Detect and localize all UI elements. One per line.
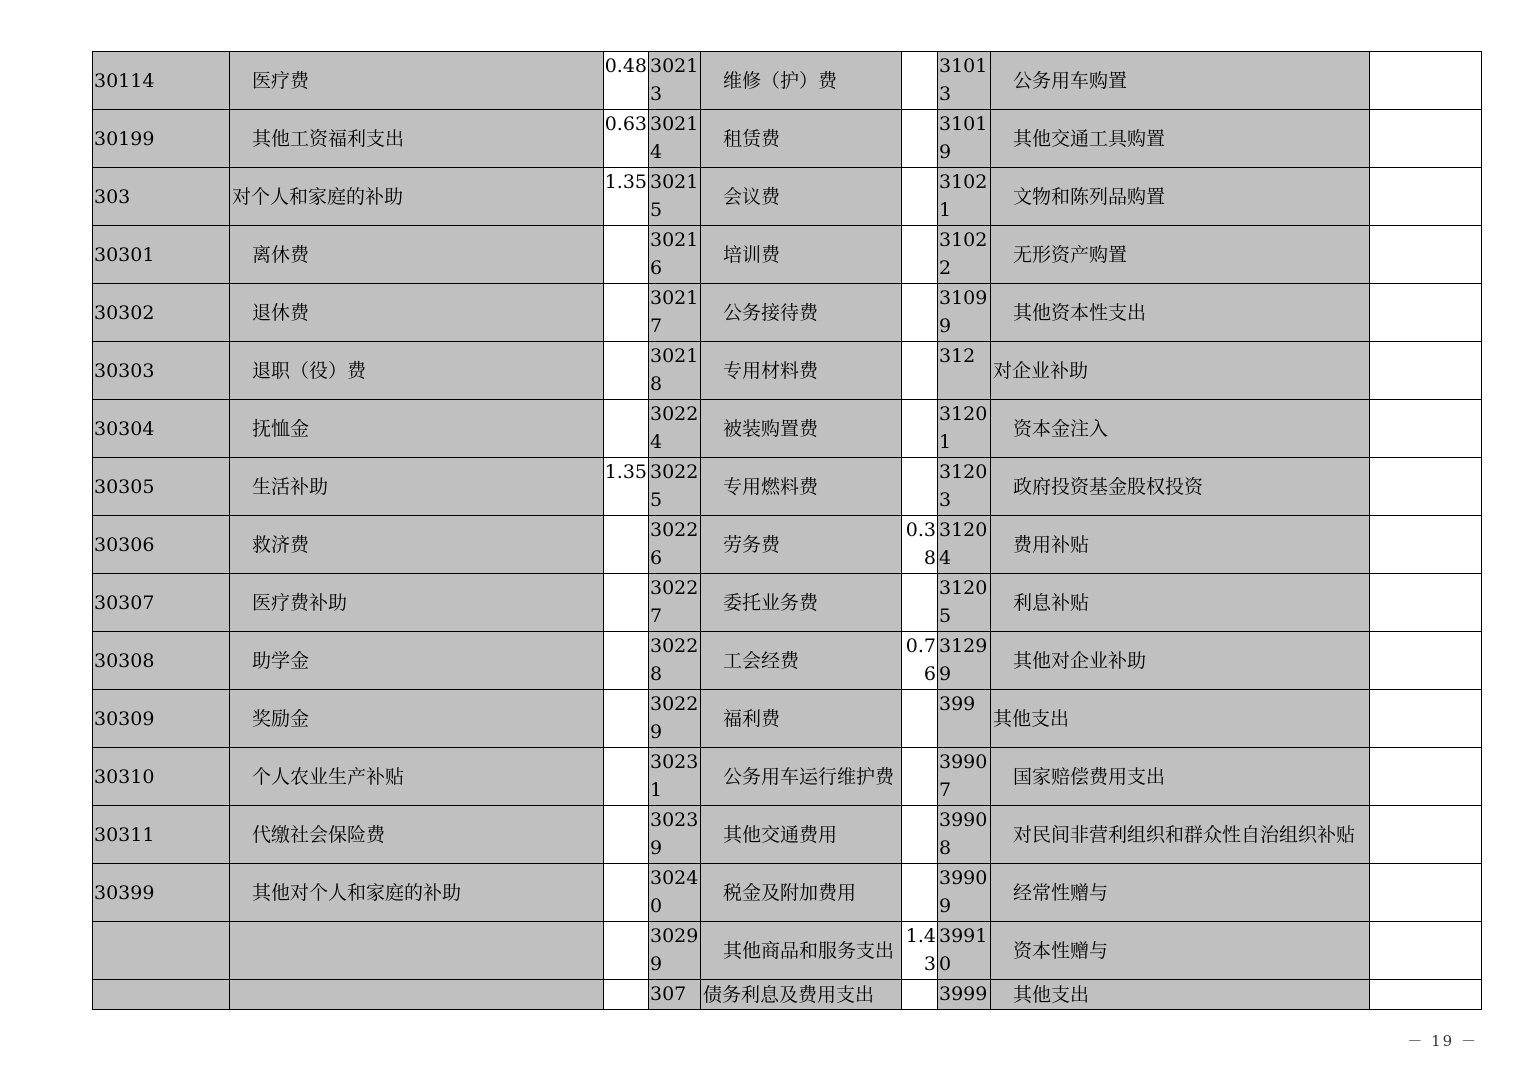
table-row: [93, 110, 1482, 168]
code-col3: 31203: [938, 458, 991, 516]
code-col1: 30311: [93, 806, 230, 864]
code-col1: 30306: [93, 516, 230, 574]
name-col1: 生活补助: [230, 458, 604, 516]
table-row: [93, 226, 1482, 284]
amount-col1: [604, 574, 649, 632]
table-row: [93, 980, 1482, 1010]
name-col3: 国家赔偿费用支出: [991, 748, 1370, 806]
name-col2: 债务利息及费用支出: [701, 980, 902, 1010]
code-col2: 30239: [649, 806, 701, 864]
code-col1: 30308: [93, 632, 230, 690]
table-row: [93, 168, 1482, 226]
name-col3: 资本金注入: [991, 400, 1370, 458]
name-col3: 对企业补助: [991, 342, 1370, 400]
code-col1: 30309: [93, 690, 230, 748]
amount-col3: [1370, 748, 1482, 806]
name-col3: 无形资产购置: [991, 226, 1370, 284]
code-col2: 30217: [649, 284, 701, 342]
code-col3: 31201: [938, 400, 991, 458]
code-col2: 30213: [649, 52, 701, 110]
code-col2: 30226: [649, 516, 701, 574]
amount-col1: 1.35: [604, 458, 649, 516]
name-col1: 救济费: [230, 516, 604, 574]
name-col1: [230, 922, 604, 980]
code-col3: 39910: [938, 922, 991, 980]
code-col3: 3999: [938, 980, 991, 1010]
name-col2: 专用材料费: [701, 342, 902, 400]
amount-col2: 1.43: [902, 922, 938, 980]
amount-col2: 0.76: [902, 632, 938, 690]
amount-col2: [902, 342, 938, 400]
table-row: [93, 52, 1482, 110]
amount-col1: [604, 400, 649, 458]
amount-col2: [902, 110, 938, 168]
name-col1: 抚恤金: [230, 400, 604, 458]
amount-col1: [604, 922, 649, 980]
amount-col1: [604, 864, 649, 922]
name-col1: 退休费: [230, 284, 604, 342]
name-col2: 劳务费: [701, 516, 902, 574]
amount-col1: 0.48: [604, 52, 649, 110]
code-col1: 30114: [93, 52, 230, 110]
name-col1: 奖励金: [230, 690, 604, 748]
name-col2: 租赁费: [701, 110, 902, 168]
name-col2: 税金及附加费用: [701, 864, 902, 922]
code-col3: 39909: [938, 864, 991, 922]
table-row: [93, 342, 1482, 400]
amount-col3: [1370, 980, 1482, 1010]
amount-col3: [1370, 864, 1482, 922]
amount-col1: 1.35: [604, 168, 649, 226]
amount-col2: [902, 748, 938, 806]
amount-col1: [604, 226, 649, 284]
table-row: [93, 922, 1482, 980]
amount-col3: [1370, 516, 1482, 574]
amount-col1: [604, 980, 649, 1010]
amount-col3: [1370, 806, 1482, 864]
code-col1: [93, 980, 230, 1010]
name-col2: 其他交通费用: [701, 806, 902, 864]
amount-col3: [1370, 284, 1482, 342]
code-col3: 39907: [938, 748, 991, 806]
name-col3: 费用补贴: [991, 516, 1370, 574]
code-col2: 30299: [649, 922, 701, 980]
name-col2: 会议费: [701, 168, 902, 226]
amount-col2: [902, 226, 938, 284]
code-col2: 30240: [649, 864, 701, 922]
code-col2: 30215: [649, 168, 701, 226]
name-col3: 利息补贴: [991, 574, 1370, 632]
table-row: [93, 284, 1482, 342]
amount-col2: [902, 168, 938, 226]
amount-col3: [1370, 922, 1482, 980]
name-col3: 其他资本性支出: [991, 284, 1370, 342]
name-col2: 其他商品和服务支出: [701, 922, 902, 980]
code-col2: 30224: [649, 400, 701, 458]
amount-col1: [604, 632, 649, 690]
name-col1: 其他工资福利支出: [230, 110, 604, 168]
amount-col3: [1370, 632, 1482, 690]
name-col2: 工会经费: [701, 632, 902, 690]
table-row: [93, 806, 1482, 864]
code-col2: 30231: [649, 748, 701, 806]
name-col2: 专用燃料费: [701, 458, 902, 516]
table-row: [93, 574, 1482, 632]
code-col1: 30305: [93, 458, 230, 516]
code-col3: 31013: [938, 52, 991, 110]
name-col3: 文物和陈列品购置: [991, 168, 1370, 226]
amount-col2: [902, 574, 938, 632]
name-col1: 代缴社会保险费: [230, 806, 604, 864]
amount-col2: [902, 690, 938, 748]
amount-col3: [1370, 52, 1482, 110]
code-col2: 30229: [649, 690, 701, 748]
amount-col2: [902, 980, 938, 1010]
amount-col2: [902, 458, 938, 516]
table-row: [93, 516, 1482, 574]
name-col3: 资本性赠与: [991, 922, 1370, 980]
name-col3: 公务用车购置: [991, 52, 1370, 110]
amount-col1: [604, 342, 649, 400]
name-col2: 培训费: [701, 226, 902, 284]
code-col1: 30307: [93, 574, 230, 632]
name-col3: 经常性赠与: [991, 864, 1370, 922]
code-col2: 30228: [649, 632, 701, 690]
name-col2: 福利费: [701, 690, 902, 748]
name-col2: 公务接待费: [701, 284, 902, 342]
amount-col3: [1370, 226, 1482, 284]
amount-col1: [604, 284, 649, 342]
code-col3: 31022: [938, 226, 991, 284]
amount-col3: [1370, 342, 1482, 400]
code-col1: 303: [93, 168, 230, 226]
code-col1: 30301: [93, 226, 230, 284]
code-col2: 307: [649, 980, 701, 1010]
code-col1: 30310: [93, 748, 230, 806]
code-col3: 312: [938, 342, 991, 400]
code-col3: 31204: [938, 516, 991, 574]
code-col2: 30216: [649, 226, 701, 284]
amount-col3: [1370, 168, 1482, 226]
amount-col3: [1370, 690, 1482, 748]
code-col3: 31099: [938, 284, 991, 342]
table-row: [93, 864, 1482, 922]
name-col2: 公务用车运行维护费: [701, 748, 902, 806]
code-col2: 30218: [649, 342, 701, 400]
code-col3: 399: [938, 690, 991, 748]
amount-col1: [604, 690, 649, 748]
code-col2: 30227: [649, 574, 701, 632]
page-number: － 19 －: [1407, 1032, 1478, 1050]
code-col3: 39908: [938, 806, 991, 864]
name-col2: 被装购置费: [701, 400, 902, 458]
amount-col3: [1370, 400, 1482, 458]
name-col3: 其他交通工具购置: [991, 110, 1370, 168]
amount-col2: [902, 400, 938, 458]
code-col3: 31021: [938, 168, 991, 226]
name-col3: 其他对企业补助: [991, 632, 1370, 690]
name-col1: 对个人和家庭的补助: [230, 168, 604, 226]
amount-col3: [1370, 110, 1482, 168]
name-col2: 维修（护）费: [701, 52, 902, 110]
code-col1: 30199: [93, 110, 230, 168]
amount-col3: [1370, 574, 1482, 632]
name-col3: 其他支出: [991, 980, 1370, 1010]
code-col1: 30302: [93, 284, 230, 342]
budget-table: [92, 51, 1482, 1010]
name-col1: 个人农业生产补贴: [230, 748, 604, 806]
amount-col2: 0.38: [902, 516, 938, 574]
table-row: [93, 748, 1482, 806]
amount-col1: 0.63: [604, 110, 649, 168]
table-row: [93, 690, 1482, 748]
code-col3: 31205: [938, 574, 991, 632]
name-col1: 医疗费补助: [230, 574, 604, 632]
name-col1: 助学金: [230, 632, 604, 690]
name-col2: 委托业务费: [701, 574, 902, 632]
code-col2: 30214: [649, 110, 701, 168]
table-row: [93, 632, 1482, 690]
name-col1: 其他对个人和家庭的补助: [230, 864, 604, 922]
name-col1: [230, 980, 604, 1010]
amount-col1: [604, 806, 649, 864]
name-col3: 政府投资基金股权投资: [991, 458, 1370, 516]
amount-col1: [604, 516, 649, 574]
table-body: [93, 52, 1482, 1010]
amount-col2: [902, 864, 938, 922]
code-col1: 30304: [93, 400, 230, 458]
amount-col2: [902, 806, 938, 864]
code-col3: 31299: [938, 632, 991, 690]
amount-col3: [1370, 458, 1482, 516]
name-col3: 其他支出: [991, 690, 1370, 748]
amount-col2: [902, 52, 938, 110]
name-col1: 医疗费: [230, 52, 604, 110]
amount-col2: [902, 284, 938, 342]
code-col1: 30303: [93, 342, 230, 400]
table-row: [93, 400, 1482, 458]
code-col3: 31019: [938, 110, 991, 168]
code-col1: 30399: [93, 864, 230, 922]
name-col1: 退职（役）费: [230, 342, 604, 400]
amount-col1: [604, 748, 649, 806]
name-col3: 对民间非营利组织和群众性自治组织补贴: [991, 806, 1370, 864]
code-col2: 30225: [649, 458, 701, 516]
table-row: [93, 458, 1482, 516]
code-col1: [93, 922, 230, 980]
name-col1: 离休费: [230, 226, 604, 284]
